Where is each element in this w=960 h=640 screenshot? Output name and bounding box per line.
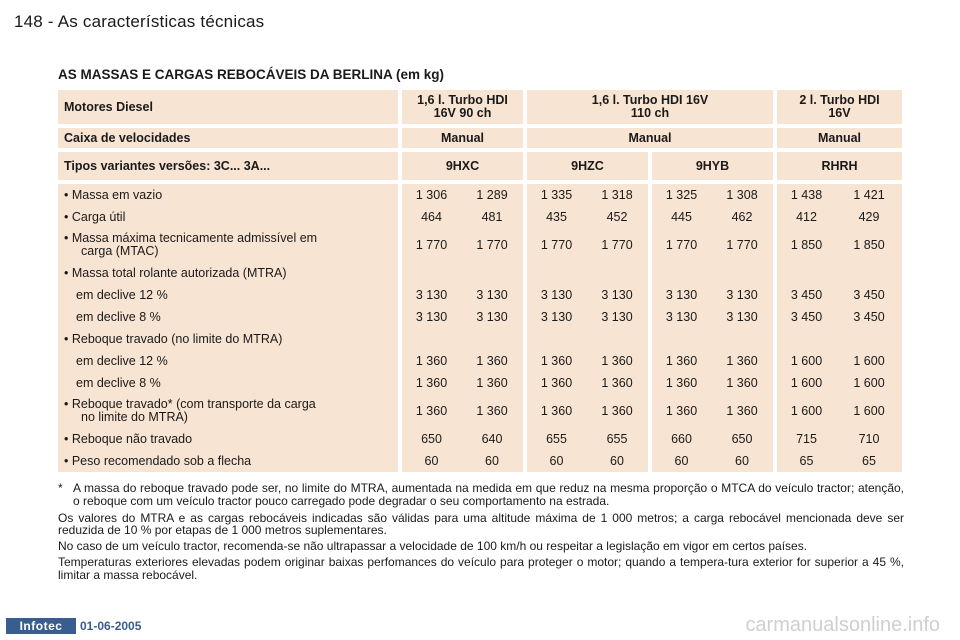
footnote-star bbox=[58, 482, 904, 508]
value-cell: 1 770 bbox=[398, 228, 461, 262]
tipos-label: Tipos variantes versões: 3C... 3A... bbox=[64, 159, 271, 173]
value-cell: 3 130 bbox=[398, 306, 461, 328]
value-cell: 1 360 bbox=[523, 372, 586, 394]
value-cell: 3 130 bbox=[648, 284, 711, 306]
row-label bbox=[58, 377, 398, 390]
row-label bbox=[58, 189, 398, 202]
caixa-2: Manual bbox=[523, 128, 773, 148]
value-cell: 1 850 bbox=[773, 228, 836, 262]
value-cell: 435 bbox=[523, 206, 586, 228]
table-row bbox=[58, 328, 902, 350]
value-cell: 60 bbox=[485, 454, 499, 468]
motor-1: 1,6 l. Turbo HDI 16V 90 ch bbox=[398, 90, 523, 124]
value-cell: 65 bbox=[773, 450, 836, 472]
row-label-text: em declive 8 % bbox=[76, 309, 161, 324]
row-label bbox=[58, 232, 398, 258]
value-cell: 3 130 bbox=[398, 284, 461, 306]
table-row bbox=[58, 350, 902, 372]
tipo-1: 9HXC bbox=[398, 152, 523, 180]
value-cell: 1 318 bbox=[601, 188, 633, 202]
value-cell: 462 bbox=[731, 210, 753, 224]
value-cell bbox=[398, 262, 461, 284]
value-cell: 464 bbox=[398, 206, 461, 228]
value-cell: 3 450 bbox=[773, 306, 836, 328]
row-label-text: em declive 12 % bbox=[76, 287, 168, 302]
value-cell bbox=[648, 262, 711, 284]
tipo-3: 9HYB bbox=[648, 152, 773, 180]
row-label bbox=[58, 289, 398, 302]
value-cell: 60 bbox=[735, 454, 749, 468]
row-label bbox=[58, 355, 398, 368]
paragraph-temperature: Temperaturas exteriores elevadas podem originar baixas perfomances do veículo para proteger o motor; quando a tempera-tura exterior for superior a 45 %, limitar a massa rebocável. bbox=[58, 554, 904, 582]
value-cell: 1 600 bbox=[853, 354, 885, 368]
value-cell: 445 bbox=[648, 206, 711, 228]
value-cell: 60 bbox=[610, 454, 624, 468]
value-cell: 1 600 bbox=[773, 394, 836, 428]
tipos-row bbox=[58, 152, 902, 180]
value-cell: 1 770 bbox=[648, 228, 711, 262]
infotec-logo: Infotec bbox=[6, 618, 76, 634]
value-cell: 1 360 bbox=[476, 376, 508, 390]
motor-3: 2 l. Turbo HDI 16V bbox=[773, 90, 902, 124]
specs-table bbox=[58, 90, 902, 472]
page-title: 148 - As características técnicas bbox=[14, 12, 265, 31]
value-cell: 1 335 bbox=[523, 184, 586, 206]
value-cell: 3 130 bbox=[476, 288, 508, 302]
value-cell: 1 421 bbox=[853, 188, 885, 202]
table-row bbox=[58, 284, 902, 306]
tipo-4: RHRH bbox=[773, 152, 902, 180]
value-cell: 1 770 bbox=[476, 238, 508, 252]
row-label-text: em declive 8 % bbox=[76, 375, 161, 390]
value-cell: 1 360 bbox=[398, 394, 461, 428]
value-cell: 3 130 bbox=[648, 306, 711, 328]
value-cell: 65 bbox=[862, 454, 876, 468]
value-cell: 3 450 bbox=[853, 288, 885, 302]
value-cell: 1 360 bbox=[648, 350, 711, 372]
value-cell: 715 bbox=[773, 428, 836, 450]
value-cell: 412 bbox=[773, 206, 836, 228]
row-label-text-continued: carga (MTAC) bbox=[81, 244, 159, 258]
value-cell: 1 360 bbox=[476, 404, 508, 418]
value-cell: 1 770 bbox=[601, 238, 633, 252]
star-mark: * bbox=[58, 481, 63, 495]
tipo-2: 9HZC bbox=[523, 152, 648, 180]
value-cell: 429 bbox=[858, 210, 880, 224]
value-cell: 1 289 bbox=[476, 188, 508, 202]
value-cell: 3 450 bbox=[853, 310, 885, 324]
value-cell: 1 360 bbox=[726, 354, 758, 368]
value-cell: 3 130 bbox=[601, 310, 633, 324]
row-label-text: • Reboque não travado bbox=[64, 431, 193, 446]
table-row bbox=[58, 394, 902, 428]
value-cell: 1 360 bbox=[523, 394, 586, 428]
table-row bbox=[58, 228, 902, 262]
caixa-3: Manual bbox=[773, 128, 902, 148]
row-label bbox=[58, 267, 398, 280]
row-label-text: • Carga útil bbox=[64, 209, 126, 224]
caixa-1: Manual bbox=[398, 128, 523, 148]
value-cell: 1 360 bbox=[726, 404, 758, 418]
table-row bbox=[58, 184, 902, 206]
value-cell: 3 130 bbox=[476, 310, 508, 324]
watermark: carmanualsonline.info bbox=[745, 614, 940, 636]
value-cell: 1 600 bbox=[773, 372, 836, 394]
row-label-text: • Massa em vazio bbox=[64, 187, 163, 202]
value-cell: 1 850 bbox=[853, 238, 885, 252]
value-cell: 1 600 bbox=[853, 404, 885, 418]
footnotes bbox=[58, 482, 904, 585]
value-cell: 650 bbox=[731, 432, 753, 446]
motores-label: Motores Diesel bbox=[64, 100, 153, 114]
value-cell bbox=[398, 328, 461, 350]
row-label-text: • Reboque travado (no limite do MTRA) bbox=[64, 331, 283, 346]
value-cell: 3 130 bbox=[523, 284, 586, 306]
value-cell: 1 770 bbox=[523, 228, 586, 262]
row-label bbox=[58, 433, 398, 446]
row-label-text: • Peso recomendado sob a flecha bbox=[64, 453, 252, 468]
value-cell: 1 600 bbox=[853, 376, 885, 390]
value-cell: 655 bbox=[606, 432, 628, 446]
table-row bbox=[58, 372, 902, 394]
value-cell: 1 306 bbox=[398, 184, 461, 206]
value-cell: 3 130 bbox=[601, 288, 633, 302]
value-cell: 3 450 bbox=[773, 284, 836, 306]
value-cell: 3 130 bbox=[726, 310, 758, 324]
value-cell bbox=[773, 262, 836, 284]
row-label-text: • Massa total rolante autorizada (MTRA) bbox=[64, 265, 287, 280]
value-cell bbox=[648, 328, 711, 350]
value-cell: 655 bbox=[523, 428, 586, 450]
table-row bbox=[58, 450, 902, 472]
caixa-label: Caixa de velocidades bbox=[64, 131, 191, 145]
row-label-text-continued: no limite do MTRA) bbox=[81, 410, 188, 424]
value-cell: 1 360 bbox=[601, 376, 633, 390]
motor-2: 1,6 l. Turbo HDI 16V 110 ch bbox=[523, 90, 773, 124]
paragraph-speed: No caso de um veículo tractor, recomenda-se não ultrapassar a velocidade de 100 km/h ou respeitar a legislação em vigor em certos países. bbox=[58, 539, 808, 554]
table-row bbox=[58, 306, 902, 328]
value-cell: 1 360 bbox=[476, 354, 508, 368]
value-cell: 3 130 bbox=[523, 306, 586, 328]
row-label-text: • Reboque travado* (com transporte da carga bbox=[64, 397, 316, 411]
value-cell: 1 325 bbox=[648, 184, 711, 206]
value-cell: 481 bbox=[481, 210, 503, 224]
value-cell: 650 bbox=[398, 428, 461, 450]
specs-body bbox=[58, 184, 902, 472]
row-label-text: • Massa máxima tecnicamente admissível em bbox=[64, 231, 318, 245]
value-cell bbox=[523, 328, 586, 350]
caixa-row bbox=[58, 128, 902, 148]
value-cell: 1 360 bbox=[398, 372, 461, 394]
row-label-text: em declive 12 % bbox=[76, 353, 168, 368]
value-cell: 60 bbox=[523, 450, 586, 472]
row-label bbox=[58, 211, 398, 224]
row-label bbox=[58, 398, 398, 424]
row-label bbox=[58, 333, 398, 346]
value-cell: 1 360 bbox=[726, 376, 758, 390]
value-cell: 1 308 bbox=[726, 188, 758, 202]
table-row bbox=[58, 206, 902, 228]
row-label bbox=[58, 311, 398, 324]
value-cell: 1 360 bbox=[648, 372, 711, 394]
paragraph-mtra: Os valores do MTRA e as cargas rebocáveis indicadas são válidas para uma altitude máxima de 1 000 metros; a carga rebocável mencionada deve ser reduzida de 10 % por etapas de 1 000 metros suplementares. bbox=[58, 510, 904, 538]
star-text: A massa do reboque travado pode ser, no limite do MTRA, aumentada na medida em que reduz na mesma proporção o MTCA do veículo tractor; atenção, o reboque com um veículo tractor pouco carregado pode degradar o seu comportamento na estrada. bbox=[73, 481, 904, 508]
value-cell: 1 438 bbox=[773, 184, 836, 206]
value-cell: 1 360 bbox=[601, 404, 633, 418]
table-row bbox=[58, 428, 902, 450]
value-cell: 3 130 bbox=[726, 288, 758, 302]
value-cell: 1 600 bbox=[773, 350, 836, 372]
value-cell: 710 bbox=[858, 432, 880, 446]
value-cell: 640 bbox=[481, 432, 503, 446]
value-cell: 452 bbox=[606, 210, 628, 224]
value-cell: 1 360 bbox=[648, 394, 711, 428]
value-cell: 1 770 bbox=[726, 238, 758, 252]
table-row bbox=[58, 262, 902, 284]
row-label bbox=[58, 455, 398, 468]
value-cell: 1 360 bbox=[601, 354, 633, 368]
value-cell bbox=[523, 262, 586, 284]
value-cell bbox=[773, 328, 836, 350]
value-cell: 660 bbox=[648, 428, 711, 450]
section-title: AS MASSAS E CARGAS REBOCÁVEIS DA BERLINA (em kg) bbox=[58, 67, 445, 82]
motores-row bbox=[58, 90, 902, 124]
value-cell: 60 bbox=[398, 450, 461, 472]
value-cell: 60 bbox=[648, 450, 711, 472]
value-cell: 1 360 bbox=[523, 350, 586, 372]
value-cell: 1 360 bbox=[398, 350, 461, 372]
edition-date: 01-06-2005 bbox=[80, 619, 142, 633]
